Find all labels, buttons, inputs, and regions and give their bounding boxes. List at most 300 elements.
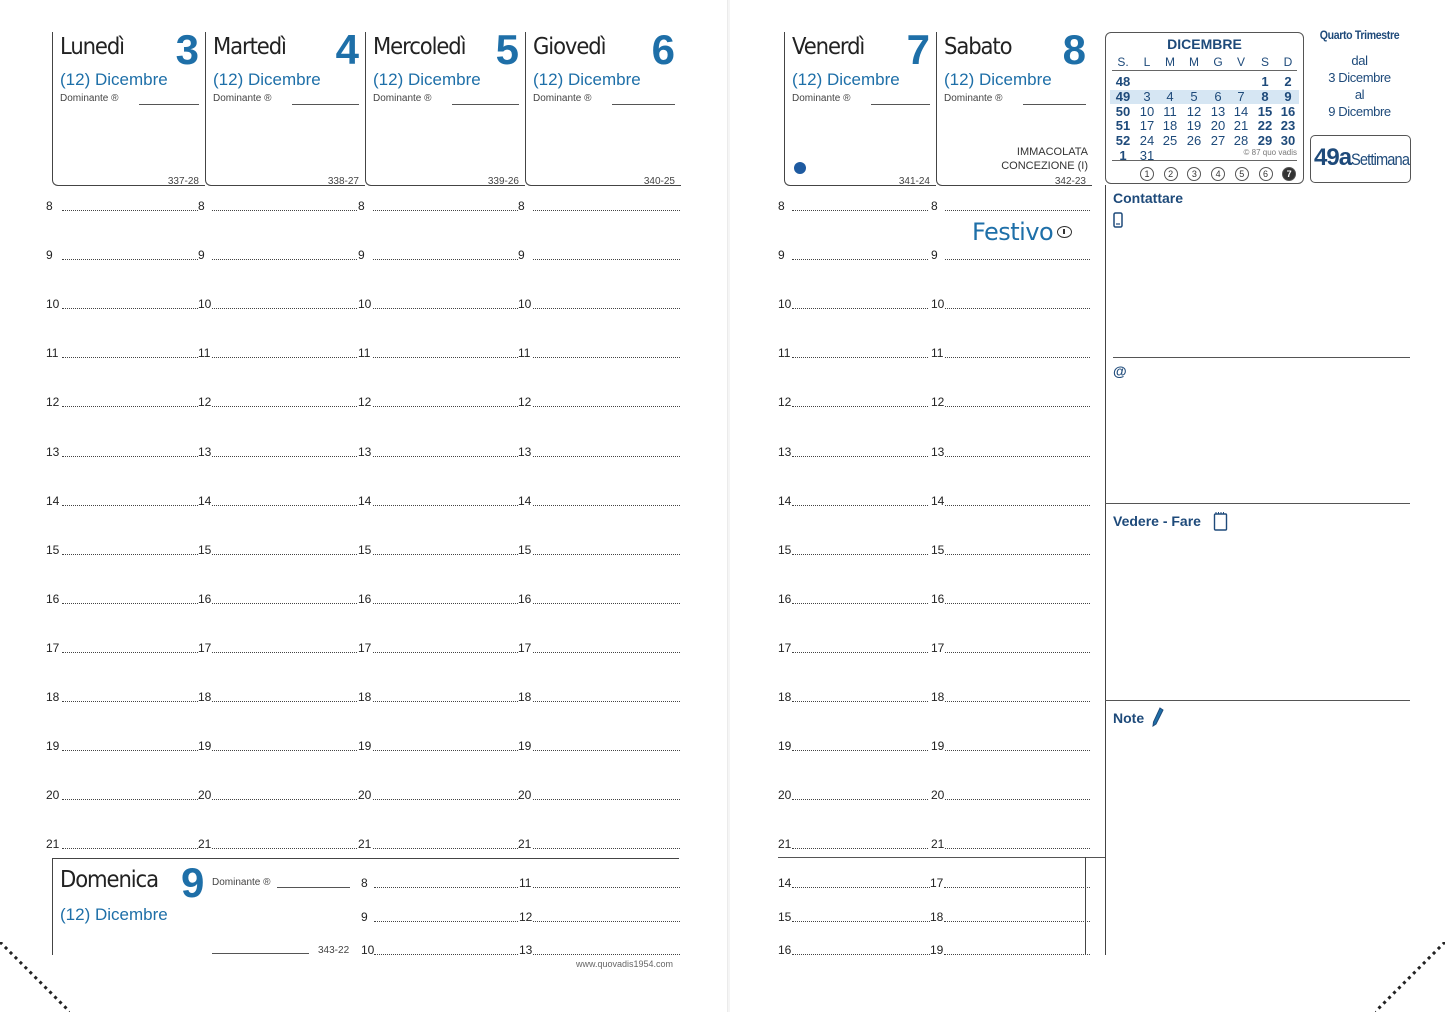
hour-line [212,259,357,260]
hour-line [373,308,518,309]
hour-label: 9 [361,909,368,924]
hour-line [533,456,680,457]
hour-line [373,652,518,653]
calendar-day: 9 [1284,88,1292,104]
calendar-day: 21 [1233,118,1249,134]
hour-line [373,799,518,800]
notes-divider [1105,700,1410,701]
hour-line [373,701,518,702]
dominante-label: Dominante ® [60,93,119,104]
week-number-cell: 48 [1115,74,1131,89]
day-number: 3 [175,26,199,73]
weekday-header: G [1213,55,1223,69]
hour-line [792,954,930,955]
hour-label: 19 [518,739,532,754]
hour-label: 19 [46,739,60,754]
hour-label: 11 [778,346,791,361]
hour-label: 19 [778,739,792,754]
contact-section-title: Contattare [1113,190,1184,206]
day-name: Giovedì [533,34,606,60]
todo-divider [1105,503,1410,504]
hour-line [533,308,680,309]
hour-line [533,406,680,407]
hour-label: 17 [198,640,212,655]
day-of-year-code: 338-27 [327,176,359,187]
day-of-year-code: 341-24 [898,176,930,187]
hour-line [212,505,357,506]
hour-label: 17 [46,640,60,655]
dominante-line [1023,104,1086,105]
pencil-icon [1151,706,1165,728]
hour-line [533,954,680,955]
hour-label: 8 [198,199,205,213]
hour-label: 12 [778,395,792,410]
calendar-day: 2 [1284,74,1292,89]
day-name: Martedì [213,34,286,60]
todo-section-title: Vedere - Fare [1113,513,1201,529]
hour-label: 21 [46,837,60,852]
hour-label: 11 [518,346,531,361]
hour-label: 10 [198,297,212,312]
hour-label: 17 [358,640,372,655]
hour-line [533,505,680,506]
hour-label: 10 [518,297,532,312]
calendar-day: 19 [1186,118,1202,134]
hour-line [62,357,198,358]
hour-label: 12 [931,395,945,410]
calendar-day: 4 [1166,88,1174,104]
day-number: 4 [335,26,359,73]
header-separator [1112,70,1297,71]
day-header-box [52,26,205,187]
hour-line [792,701,928,702]
hour-line [792,210,928,211]
weekday-mark: 6 [1259,167,1273,181]
hour-line [945,799,1090,800]
hour-line [62,652,198,653]
hour-label: 17 [931,640,945,655]
hour-label: 13 [519,943,533,957]
weekday-header: M [1189,55,1199,69]
day-month: (12) Dicembre [792,70,900,89]
hour-label: 18 [931,690,945,704]
hour-label: 13 [46,444,60,459]
hour-line [945,210,1090,211]
hour-line [212,357,357,358]
hour-label: 14 [518,493,532,508]
week-number-cell: 1 [1119,148,1127,163]
hour-line [945,406,1090,407]
hour-label: 13 [778,444,792,459]
hour-label: 15 [931,542,945,557]
hour-label: 10 [46,297,60,312]
hour-line [373,357,518,358]
copyright: © 87 quo vadis [1243,148,1297,157]
hour-line [944,921,1090,922]
hour-line [792,456,928,457]
hour-label: 15 [46,542,60,557]
day-number: 7 [906,26,930,73]
hour-label: 21 [358,837,372,852]
hour-label: 15 [778,909,792,924]
hour-label: 11 [198,346,211,361]
hour-line [945,848,1090,849]
trimester-to: al [1354,87,1365,102]
hour-line [62,701,198,702]
hour-label: 11 [519,876,532,890]
hour-label: 20 [518,788,532,803]
hour-label: 9 [931,248,938,263]
dominante-label: Dominante ® [373,93,432,104]
hour-label: 19 [930,943,944,957]
day-number: 6 [651,26,675,73]
dominante-label: Dominante ® [212,877,271,888]
hour-line [533,799,680,800]
hour-line [533,750,680,751]
hour-label: 17 [930,876,944,890]
day-of-year-code: 342-23 [1054,176,1086,187]
hour-label: 14 [358,493,372,508]
hour-line [62,505,198,506]
hour-line [62,848,198,849]
sunday-box [52,858,679,955]
hour-line [373,406,518,407]
day-header-box [525,26,681,187]
hour-label: 17 [778,640,792,655]
hour-label: 16 [931,591,945,606]
hour-line [62,308,198,309]
dominante-line [452,104,519,105]
weekday-mark: 7 [1282,167,1296,181]
hour-label: 11 [46,346,59,361]
hour-label: 8 [778,199,785,213]
hour-line [792,505,928,506]
notes-section-title: Note [1113,710,1145,726]
dominante-line [139,104,199,105]
hour-label: 11 [358,346,371,361]
holiday-line: IMMACOLATA [1016,146,1088,158]
hour-label: 21 [931,837,945,852]
hour-line [62,456,198,457]
day-number: 9 [181,859,205,906]
hour-line [373,456,518,457]
trimester-from: dal [1351,53,1368,68]
dominante-line [277,887,350,888]
hour-label: 8 [518,199,525,213]
hour-label: 18 [198,690,212,704]
hour-label: 13 [198,444,212,459]
holiday-line: CONCEZIONE (I) [1001,160,1088,172]
hour-line [533,848,680,849]
hour-label: 15 [198,542,212,557]
hour-label: 10 [778,297,792,312]
hour-line [533,921,680,922]
hour-label: 9 [778,248,785,263]
hour-line [212,750,357,751]
hour-label: 21 [778,837,792,852]
hour-line [792,308,928,309]
trimester-info [1308,28,1411,120]
day-name: Mercoledì [373,34,466,60]
hour-line [533,652,680,653]
hour-line [533,554,680,555]
hour-label: 16 [198,591,212,606]
hour-line [792,603,928,604]
info-circle-icon [1057,226,1072,238]
notes-panel-border [1105,701,1106,955]
hour-line [373,210,518,211]
hour-line [533,210,680,211]
hour-line [945,701,1090,702]
hour-label: 14 [931,493,945,508]
hour-line [62,750,198,751]
day-header-box [784,26,936,187]
calendar-day: 14 [1233,103,1249,119]
hour-line [945,652,1090,653]
hour-label: 11 [931,346,944,361]
hour-line [212,308,357,309]
mini-calendar [1105,32,1304,184]
hour-label: 14 [198,493,212,508]
calendar-day: 22 [1257,118,1273,134]
hour-line [945,259,1090,260]
calendar-day: 27 [1210,133,1226,149]
dominante-label: Dominante ® [944,93,1003,104]
hour-line [373,554,518,555]
hour-line [374,921,518,922]
hour-label: 20 [198,788,212,803]
hour-label: 18 [46,690,60,704]
day-month: (12) Dicembre [60,905,168,924]
weekday-mark: 3 [1187,167,1201,181]
hour-label: 10 [358,297,372,312]
weekday-header: D [1283,55,1293,69]
calendar-day: 7 [1237,88,1245,104]
hour-label: 12 [518,395,532,410]
calendar-day: 31 [1139,148,1155,163]
notes-panel-border [1105,505,1106,701]
weekday-header: M [1165,55,1175,69]
calendar-day: 23 [1280,118,1296,134]
hour-line [792,887,930,888]
weekday-header: S. [1117,55,1129,69]
hour-label: 20 [46,788,60,803]
hour-label: 19 [931,739,945,754]
week-number-cell: 51 [1115,118,1131,134]
day-number: 8 [1062,26,1086,73]
hour-label: 10 [361,943,375,957]
hour-label: 16 [46,591,60,606]
hour-label: 19 [198,739,212,754]
hour-line [212,701,357,702]
dominante-label: Dominante ® [792,93,851,104]
hour-label: 12 [519,909,533,924]
day-header-box [936,26,1092,187]
hour-label: 12 [198,395,212,410]
hour-label: 21 [198,837,212,852]
trimester-label: Quarto Trimestre [1319,28,1400,42]
hour-label: 14 [46,493,60,508]
calendar-day: 16 [1280,103,1296,119]
calendar-day: 12 [1186,103,1202,119]
holiday-label [1001,145,1088,173]
hour-label: 15 [358,542,372,557]
hour-label: 12 [46,395,60,410]
hour-line [212,652,357,653]
calendar-day: 11 [1163,103,1177,119]
calendar-day: 8 [1261,88,1269,104]
hour-line [792,406,928,407]
hour-label: 12 [358,395,372,410]
week-number-box [1310,135,1411,183]
hour-line [212,603,357,604]
hour-line [945,603,1090,604]
calendar-day: 5 [1190,88,1198,104]
notes-panel-border [1105,185,1106,505]
hour-label: 9 [198,248,205,263]
day-month: (12) Dicembre [533,70,641,89]
week-label: Settimana [1351,150,1410,169]
day-header-box [205,26,365,187]
week-number-cell: 52 [1115,133,1131,149]
hour-line [792,799,928,800]
moon-phase-icon [794,162,806,174]
calendar-day: 24 [1139,133,1155,149]
day-month: (12) Dicembre [373,70,481,89]
calendar-day: 25 [1162,133,1178,149]
hour-line [944,954,1090,955]
hour-line [212,848,357,849]
hour-label: 8 [361,876,368,890]
dominante-line [871,104,930,105]
hour-line [62,603,198,604]
weekday-mark: 4 [1211,167,1225,181]
hour-line [62,554,198,555]
hour-label: 14 [778,493,792,508]
day-month: (12) Dicembre [60,70,168,89]
hour-label: 20 [358,788,372,803]
hour-label: 13 [931,444,945,459]
hour-label: 20 [931,788,945,803]
hour-line [792,750,928,751]
hour-line [945,456,1090,457]
weekday-mark: 5 [1235,167,1249,181]
contact-divider [1113,357,1410,358]
hour-line [533,701,680,702]
day-name: Lunedì [60,34,124,60]
hour-line [373,505,518,506]
day-of-year-code: 339-26 [487,176,519,187]
hour-line [945,308,1090,309]
hour-label: 16 [778,591,792,606]
calendar-day: 13 [1210,103,1226,119]
calendar-day: 29 [1257,133,1273,149]
hour-line [374,887,518,888]
hour-line [373,848,518,849]
hour-label: 16 [358,591,372,606]
hour-label: 15 [518,542,532,557]
calendar-day: 30 [1280,133,1296,149]
hour-line [373,750,518,751]
hour-label: 9 [46,248,53,263]
hour-label: 14 [778,876,792,890]
hour-label: 8 [46,199,53,213]
notepad-icon [1213,511,1228,531]
day-of-year-code: 343-22 [318,945,350,956]
hour-line [62,259,198,260]
page-corner-right [1375,942,1445,1012]
calendar-day: 10 [1139,103,1155,119]
day-header-box [365,26,525,187]
hour-label: 9 [518,248,525,263]
dominante-line [612,104,675,105]
hour-label: 20 [778,788,792,803]
hour-label: 18 [930,909,944,924]
week-number-cell: 49 [1115,88,1131,104]
hour-line [533,259,680,260]
hour-label: 21 [518,837,532,852]
hour-label: 13 [518,444,532,459]
calendar-day: 1 [1261,74,1269,89]
hour-label: 8 [358,199,365,213]
day-of-year-code: 337-28 [167,176,199,187]
hour-line [212,799,357,800]
hour-label: 13 [358,444,372,459]
calendar-day: 18 [1162,118,1178,134]
day-name: Domenica [60,867,158,893]
hour-label: 15 [778,542,792,557]
hour-line [374,954,518,955]
hour-line [373,259,518,260]
hour-label: 9 [358,248,365,263]
day-month: (12) Dicembre [944,70,1052,89]
weekday-header: L [1143,55,1151,69]
weekday-header: S [1260,55,1269,69]
page-corner-left [0,942,70,1012]
calendar-day: 26 [1186,133,1202,149]
day-name: Venerdì [792,34,865,60]
calendar-day: 3 [1143,88,1151,104]
hour-line [533,887,680,888]
hour-line [945,554,1090,555]
hour-label: 16 [518,591,532,606]
week-number-cell: 50 [1115,103,1131,119]
festivo-label: Festivo [972,218,1072,246]
hour-line [792,848,928,849]
week-number: 49a [1314,144,1352,171]
hour-line [945,750,1090,751]
mini-calendar-title: DICEMBRE [1167,36,1242,52]
hour-line [62,799,198,800]
hour-label: 10 [931,297,945,312]
dominante-label: Dominante ® [213,93,272,104]
hour-label: 17 [518,640,532,655]
extra-hours-border [1085,857,1086,955]
weekday-mark: 2 [1164,167,1178,181]
hour-label: 19 [358,739,372,754]
hour-line [792,554,928,555]
hour-line [792,259,928,260]
extra-hours-top-line [778,857,1105,858]
day-of-year-code: 340-25 [643,176,675,187]
day-name: Sabato [944,34,1012,60]
weekday-header: V [1236,55,1245,69]
hour-line [792,921,930,922]
phone-icon [1113,212,1123,228]
hour-line [212,406,357,407]
hour-line [212,456,357,457]
hour-line [792,652,928,653]
